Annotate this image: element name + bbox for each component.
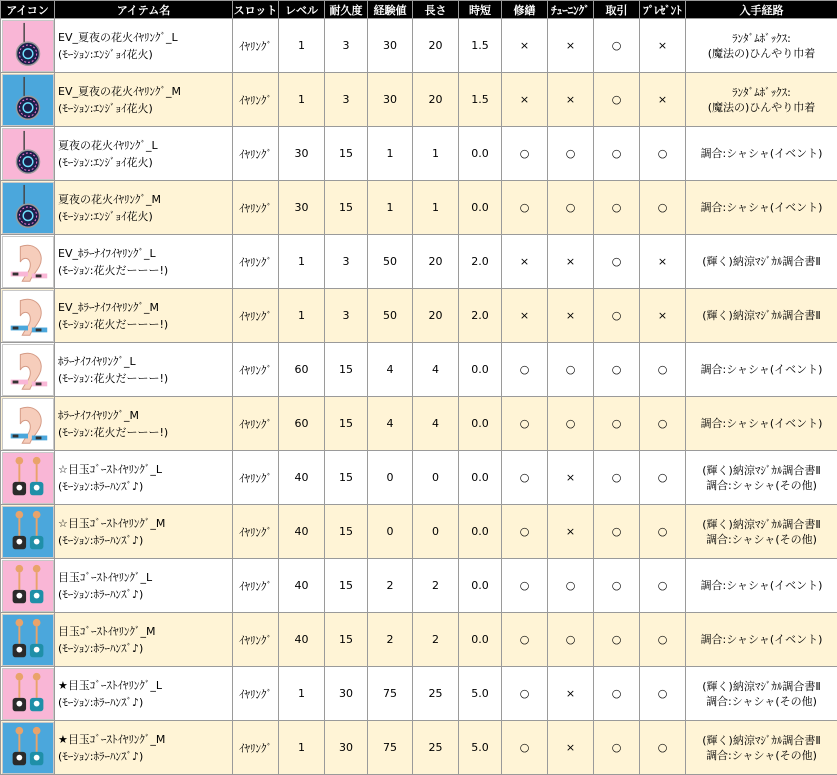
exp-cell: 0 (368, 451, 413, 505)
item-icon-cell (1, 721, 55, 775)
knife-earring-pink-icon (2, 236, 54, 288)
present-cell: × (640, 19, 686, 73)
shorten-cell: 1.5 (459, 19, 502, 73)
tuning-cell: × (548, 19, 594, 73)
shorten-cell: 5.0 (459, 667, 502, 721)
item-name-cell (55, 613, 233, 667)
item-name-cell (55, 397, 233, 451)
repair-cell: ○ (502, 613, 548, 667)
item-icon-cell (1, 397, 55, 451)
ghost-earring-blue-icon (2, 614, 54, 666)
trade-cell: ○ (594, 127, 640, 181)
repair-cell: ○ (502, 667, 548, 721)
trade-cell: ○ (594, 181, 640, 235)
acquisition-line-1: (輝く)納涼ﾏｼﾞｶﾙ調合書Ⅱ (702, 733, 821, 747)
acquisition-line-2: (魔法の)ひんやり巾着 (707, 100, 816, 114)
exp-cell: 4 (368, 343, 413, 397)
slot-cell: ｲﾔﾘﾝｸﾞ (233, 451, 279, 505)
durability-cell: 15 (325, 397, 368, 451)
acquisition-line-1: ﾗﾝﾀﾞﾑﾎﾞｯｸｽ: (732, 31, 791, 45)
item-name: ☆目玉ｺﾞｰｽﾄｲﾔﾘﾝｸﾞ_M (58, 516, 166, 530)
acquisition-line-1: 調合:シャシャ(イベント) (700, 147, 823, 160)
exp-cell: 0 (368, 505, 413, 559)
shorten-cell: 0.0 (459, 559, 502, 613)
table-row (1, 613, 837, 667)
table-row (1, 343, 837, 397)
exp-cell: 30 (368, 19, 413, 73)
exp-cell: 75 (368, 667, 413, 721)
item-name-cell (55, 343, 233, 397)
acquisition-cell (686, 613, 837, 667)
item-name: EV_夏夜の花火ｲﾔﾘﾝｸﾞ_M (58, 84, 181, 98)
header-acquisition: 入手経路 (686, 1, 837, 19)
slot-cell: ｲﾔﾘﾝｸﾞ (233, 127, 279, 181)
tuning-cell: × (548, 289, 594, 343)
present-cell: × (640, 73, 686, 127)
present-cell: ○ (640, 505, 686, 559)
exp-cell: 1 (368, 127, 413, 181)
length-cell: 1 (413, 181, 459, 235)
exp-cell: 1 (368, 181, 413, 235)
length-cell: 4 (413, 343, 459, 397)
tuning-cell: × (548, 505, 594, 559)
acquisition-line-2: 調合:シャシャ(その他) (706, 478, 817, 492)
item-motion: (ﾓｰｼｮﾝ:花火だーーー!) (58, 317, 169, 331)
acquisition-cell (686, 235, 837, 289)
tuning-cell: ○ (548, 559, 594, 613)
repair-cell: ○ (502, 451, 548, 505)
tuning-cell: ○ (548, 343, 594, 397)
trade-cell: ○ (594, 613, 640, 667)
repair-cell: ○ (502, 127, 548, 181)
item-icon-cell (1, 451, 55, 505)
item-motion: (ﾓｰｼｮﾝ:ｴﾝｼﾞｮｲ花火) (58, 101, 153, 115)
acquisition-line-2: 調合:シャシャ(その他) (706, 694, 817, 708)
exp-cell: 2 (368, 613, 413, 667)
exp-cell: 50 (368, 289, 413, 343)
item-name-cell (55, 235, 233, 289)
repair-cell: ○ (502, 181, 548, 235)
acquisition-cell (686, 181, 837, 235)
length-cell: 1 (413, 127, 459, 181)
item-motion: (ﾓｰｼｮﾝ:花火だーーー!) (58, 425, 169, 439)
present-cell: × (640, 235, 686, 289)
present-cell: ○ (640, 343, 686, 397)
table-header-row (1, 1, 837, 19)
trade-cell: ○ (594, 559, 640, 613)
trade-cell: ○ (594, 451, 640, 505)
ghost-earring-blue-icon (2, 722, 54, 774)
item-motion: (ﾓｰｼｮﾝ:ﾎﾗｰﾊﾝｽﾞ♪) (58, 695, 144, 709)
present-cell: ○ (640, 181, 686, 235)
present-cell: ○ (640, 667, 686, 721)
repair-cell: × (502, 235, 548, 289)
durability-cell: 15 (325, 127, 368, 181)
acquisition-line-2: 調合:シャシャ(その他) (706, 748, 817, 762)
durability-cell: 15 (325, 613, 368, 667)
item-icon-cell (1, 343, 55, 397)
tuning-cell: × (548, 73, 594, 127)
acquisition-line-1: ﾗﾝﾀﾞﾑﾎﾞｯｸｽ: (732, 85, 791, 99)
acquisition-line-1: 調合:シャシャ(イベント) (700, 633, 823, 646)
firework-earring-blue-icon (2, 74, 54, 126)
item-name: EV_夏夜の花火ｲﾔﾘﾝｸﾞ_L (58, 30, 178, 44)
item-motion: (ﾓｰｼｮﾝ:ｴﾝｼﾞｮｲ花火) (58, 47, 153, 61)
tuning-cell: × (548, 721, 594, 775)
header-level: レベル (279, 1, 325, 19)
length-cell: 20 (413, 235, 459, 289)
tuning-cell: × (548, 451, 594, 505)
length-cell: 20 (413, 73, 459, 127)
table-row (1, 505, 837, 559)
level-cell: 40 (279, 451, 325, 505)
acquisition-line-1: 調合:シャシャ(イベント) (700, 579, 823, 592)
item-name-cell (55, 667, 233, 721)
table-row (1, 127, 837, 181)
repair-cell: ○ (502, 505, 548, 559)
repair-cell: ○ (502, 397, 548, 451)
durability-cell: 3 (325, 289, 368, 343)
item-icon-cell (1, 235, 55, 289)
shorten-cell: 0.0 (459, 181, 502, 235)
item-name: 目玉ｺﾞｰｽﾄｲﾔﾘﾝｸﾞ_M (58, 624, 156, 638)
acquisition-line-2: 調合:シャシャ(その他) (706, 532, 817, 546)
acquisition-cell (686, 397, 837, 451)
repair-cell: ○ (502, 343, 548, 397)
table-row (1, 451, 837, 505)
length-cell: 0 (413, 451, 459, 505)
trade-cell: ○ (594, 289, 640, 343)
acquisition-line-1: (輝く)納涼ﾏｼﾞｶﾙ調合書Ⅱ (702, 463, 821, 477)
item-name: ☆目玉ｺﾞｰｽﾄｲﾔﾘﾝｸﾞ_L (58, 462, 162, 476)
item-motion: (ﾓｰｼｮﾝ:ﾎﾗｰﾊﾝｽﾞ♪) (58, 479, 144, 493)
slot-cell: ｲﾔﾘﾝｸﾞ (233, 19, 279, 73)
trade-cell: ○ (594, 505, 640, 559)
shorten-cell: 2.0 (459, 289, 502, 343)
item-icon-cell (1, 19, 55, 73)
durability-cell: 15 (325, 559, 368, 613)
ghost-earring-pink-icon (2, 560, 54, 612)
acquisition-cell (686, 73, 837, 127)
item-icon-cell (1, 181, 55, 235)
acquisition-line-1: 調合:シャシャ(イベント) (700, 363, 823, 376)
table-row (1, 73, 837, 127)
tuning-cell: ○ (548, 181, 594, 235)
level-cell: 1 (279, 289, 325, 343)
shorten-cell: 0.0 (459, 397, 502, 451)
slot-cell: ｲﾔﾘﾝｸﾞ (233, 289, 279, 343)
acquisition-cell (686, 505, 837, 559)
header-length: 長さ (413, 1, 459, 19)
durability-cell: 3 (325, 235, 368, 289)
slot-cell: ｲﾔﾘﾝｸﾞ (233, 73, 279, 127)
present-cell: ○ (640, 397, 686, 451)
ghost-earring-blue-icon (2, 506, 54, 558)
durability-cell: 15 (325, 181, 368, 235)
item-name: 夏夜の花火ｲﾔﾘﾝｸﾞ_L (58, 138, 158, 152)
acquisition-cell (686, 289, 837, 343)
acquisition-line-2: (魔法の)ひんやり巾着 (707, 46, 816, 60)
item-motion: (ﾓｰｼｮﾝ:ﾎﾗｰﾊﾝｽﾞ♪) (58, 749, 144, 763)
table-row (1, 235, 837, 289)
header-shorten: 時短 (459, 1, 502, 19)
durability-cell: 3 (325, 19, 368, 73)
slot-cell: ｲﾔﾘﾝｸﾞ (233, 559, 279, 613)
durability-cell: 3 (325, 73, 368, 127)
item-icon-cell (1, 127, 55, 181)
item-motion: (ﾓｰｼｮﾝ:ｴﾝｼﾞｮｲ花火) (58, 155, 153, 169)
ghost-earring-pink-icon (2, 452, 54, 504)
level-cell: 40 (279, 559, 325, 613)
length-cell: 4 (413, 397, 459, 451)
tuning-cell: ○ (548, 127, 594, 181)
tuning-cell: × (548, 235, 594, 289)
ghost-earring-pink-icon (2, 668, 54, 720)
level-cell: 60 (279, 397, 325, 451)
trade-cell: ○ (594, 721, 640, 775)
acquisition-line-1: 調合:シャシャ(イベント) (700, 201, 823, 214)
present-cell: ○ (640, 127, 686, 181)
repair-cell: × (502, 289, 548, 343)
repair-cell: ○ (502, 559, 548, 613)
level-cell: 40 (279, 505, 325, 559)
level-cell: 60 (279, 343, 325, 397)
length-cell: 2 (413, 559, 459, 613)
trade-cell: ○ (594, 19, 640, 73)
shorten-cell: 0.0 (459, 505, 502, 559)
item-icon-cell (1, 613, 55, 667)
acquisition-line-1: (輝く)納涼ﾏｼﾞｶﾙ調合書Ⅱ (702, 309, 821, 322)
table-row (1, 667, 837, 721)
trade-cell: ○ (594, 667, 640, 721)
table-row (1, 721, 837, 775)
item-name-cell (55, 559, 233, 613)
firework-earring-pink-icon (2, 128, 54, 180)
item-motion: (ﾓｰｼｮﾝ:ﾎﾗｰﾊﾝｽﾞ♪) (58, 533, 144, 547)
item-icon-cell (1, 73, 55, 127)
item-name: 夏夜の花火ｲﾔﾘﾝｸﾞ_M (58, 192, 161, 206)
header-item-name: アイテム名 (55, 1, 233, 19)
table-row (1, 181, 837, 235)
durability-cell: 15 (325, 451, 368, 505)
slot-cell: ｲﾔﾘﾝｸﾞ (233, 505, 279, 559)
item-name: ★目玉ｺﾞｰｽﾄｲﾔﾘﾝｸﾞ_M (58, 732, 166, 746)
acquisition-cell (686, 559, 837, 613)
level-cell: 40 (279, 613, 325, 667)
slot-cell: ｲﾔﾘﾝｸﾞ (233, 181, 279, 235)
present-cell: × (640, 289, 686, 343)
header-repair: 修繕 (502, 1, 548, 19)
acquisition-line-1: (輝く)納涼ﾏｼﾞｶﾙ調合書Ⅱ (702, 255, 821, 268)
item-motion: (ﾓｰｼｮﾝ:ｴﾝｼﾞｮｲ花火) (58, 209, 153, 223)
shorten-cell: 5.0 (459, 721, 502, 775)
item-name: ﾎﾗｰﾅｲﾌｲﾔﾘﾝｸﾞ_L (58, 354, 136, 368)
repair-cell: ○ (502, 721, 548, 775)
item-icon-cell (1, 505, 55, 559)
item-motion: (ﾓｰｼｮﾝ:花火だーーー!) (58, 371, 169, 385)
item-name: 目玉ｺﾞｰｽﾄｲﾔﾘﾝｸﾞ_L (58, 570, 153, 584)
present-cell: ○ (640, 613, 686, 667)
item-name-cell (55, 181, 233, 235)
repair-cell: × (502, 19, 548, 73)
acquisition-cell (686, 451, 837, 505)
firework-earring-pink-icon (2, 20, 54, 72)
trade-cell: ○ (594, 235, 640, 289)
item-icon-cell (1, 289, 55, 343)
table-row (1, 397, 837, 451)
item-name: ﾎﾗｰﾅｲﾌｲﾔﾘﾝｸﾞ_M (58, 408, 139, 422)
length-cell: 25 (413, 667, 459, 721)
present-cell: ○ (640, 721, 686, 775)
trade-cell: ○ (594, 343, 640, 397)
header-icon: アイコン (1, 1, 55, 19)
item-name-cell (55, 505, 233, 559)
shorten-cell: 2.0 (459, 235, 502, 289)
exp-cell: 50 (368, 235, 413, 289)
knife-earring-blue-icon (2, 290, 54, 342)
exp-cell: 2 (368, 559, 413, 613)
level-cell: 30 (279, 127, 325, 181)
length-cell: 0 (413, 505, 459, 559)
shorten-cell: 0.0 (459, 613, 502, 667)
header-slot: スロット (233, 1, 279, 19)
knife-earring-pink-icon (2, 344, 54, 396)
item-motion: (ﾓｰｼｮﾝ:ﾎﾗｰﾊﾝｽﾞ♪) (58, 587, 144, 601)
level-cell: 1 (279, 721, 325, 775)
level-cell: 1 (279, 73, 325, 127)
exp-cell: 4 (368, 397, 413, 451)
item-name: ★目玉ｺﾞｰｽﾄｲﾔﾘﾝｸﾞ_L (58, 678, 162, 692)
slot-cell: ｲﾔﾘﾝｸﾞ (233, 721, 279, 775)
shorten-cell: 0.0 (459, 343, 502, 397)
level-cell: 1 (279, 667, 325, 721)
acquisition-line-1: 調合:シャシャ(イベント) (700, 417, 823, 430)
present-cell: ○ (640, 559, 686, 613)
trade-cell: ○ (594, 397, 640, 451)
item-name: EV_ﾎﾗｰﾅｲﾌｲﾔﾘﾝｸﾞ_L (58, 246, 156, 260)
slot-cell: ｲﾔﾘﾝｸﾞ (233, 235, 279, 289)
header-tuning: ﾁｭｰﾆﾝｸﾞ (548, 1, 594, 19)
item-name: EV_ﾎﾗｰﾅｲﾌｲﾔﾘﾝｸﾞ_M (58, 300, 159, 314)
level-cell: 1 (279, 235, 325, 289)
level-cell: 1 (279, 19, 325, 73)
tuning-cell: ○ (548, 613, 594, 667)
length-cell: 20 (413, 289, 459, 343)
item-name-cell (55, 19, 233, 73)
acquisition-cell (686, 127, 837, 181)
acquisition-line-1: (輝く)納涼ﾏｼﾞｶﾙ調合書Ⅱ (702, 679, 821, 693)
header-trade: 取引 (594, 1, 640, 19)
item-name-cell (55, 73, 233, 127)
durability-cell: 15 (325, 343, 368, 397)
firework-earring-blue-icon (2, 182, 54, 234)
slot-cell: ｲﾔﾘﾝｸﾞ (233, 397, 279, 451)
slot-cell: ｲﾔﾘﾝｸﾞ (233, 613, 279, 667)
table-row (1, 559, 837, 613)
acquisition-cell (686, 19, 837, 73)
exp-cell: 75 (368, 721, 413, 775)
acquisition-line-1: (輝く)納涼ﾏｼﾞｶﾙ調合書Ⅱ (702, 517, 821, 531)
item-icon-cell (1, 667, 55, 721)
shorten-cell: 0.0 (459, 451, 502, 505)
item-name-cell (55, 289, 233, 343)
durability-cell: 30 (325, 667, 368, 721)
present-cell: ○ (640, 451, 686, 505)
item-motion: (ﾓｰｼｮﾝ:花火だーーー!) (58, 263, 169, 277)
header-exp: 経験値 (368, 1, 413, 19)
length-cell: 2 (413, 613, 459, 667)
exp-cell: 30 (368, 73, 413, 127)
slot-cell: ｲﾔﾘﾝｸﾞ (233, 667, 279, 721)
slot-cell: ｲﾔﾘﾝｸﾞ (233, 343, 279, 397)
length-cell: 20 (413, 19, 459, 73)
item-icon-cell (1, 559, 55, 613)
header-present: ﾌﾟﾚｾﾞﾝﾄ (640, 1, 686, 19)
table-row (1, 19, 837, 73)
header-durability: 耐久度 (325, 1, 368, 19)
tuning-cell: ○ (548, 397, 594, 451)
durability-cell: 30 (325, 721, 368, 775)
item-name-cell (55, 451, 233, 505)
level-cell: 30 (279, 181, 325, 235)
repair-cell: × (502, 73, 548, 127)
acquisition-cell (686, 721, 837, 775)
acquisition-cell (686, 343, 837, 397)
table-row (1, 289, 837, 343)
acquisition-cell (686, 667, 837, 721)
shorten-cell: 1.5 (459, 73, 502, 127)
shorten-cell: 0.0 (459, 127, 502, 181)
tuning-cell: × (548, 667, 594, 721)
item-name-cell (55, 127, 233, 181)
item-name-cell (55, 721, 233, 775)
trade-cell: ○ (594, 73, 640, 127)
length-cell: 25 (413, 721, 459, 775)
knife-earring-blue-icon (2, 398, 54, 450)
durability-cell: 15 (325, 505, 368, 559)
item-motion: (ﾓｰｼｮﾝ:ﾎﾗｰﾊﾝｽﾞ♪) (58, 641, 144, 655)
